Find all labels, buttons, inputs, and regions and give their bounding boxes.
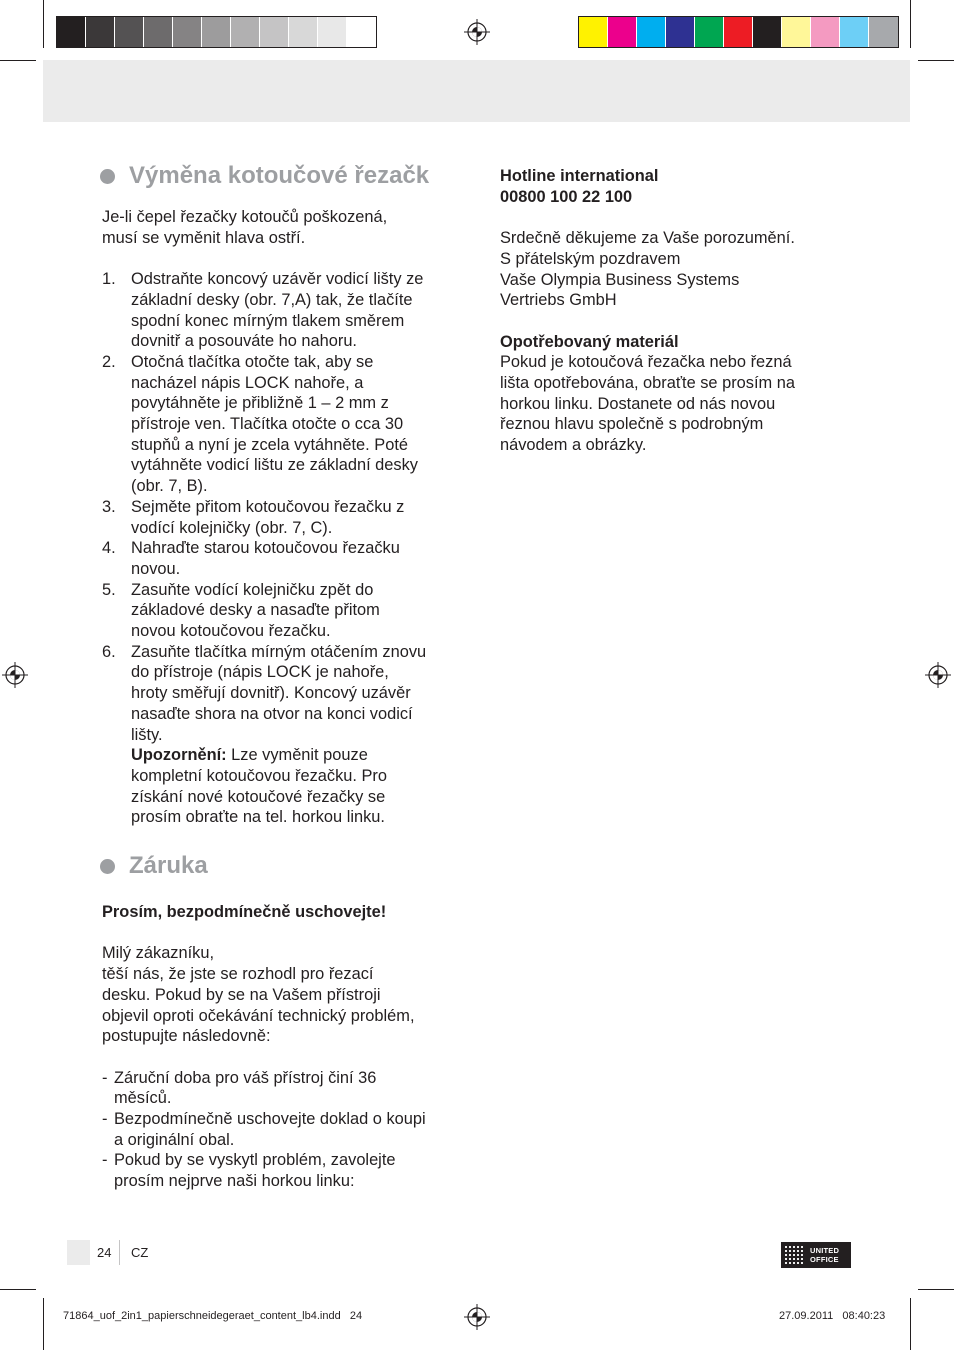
text-line: postupujte následovně: xyxy=(102,1027,271,1046)
customer-letter xyxy=(102,943,462,1047)
registration-mark-icon xyxy=(925,662,951,688)
heading-text: Výměna kotoučové řezačk xyxy=(129,162,430,189)
text-line: kompletní kotoučovou řezačku. Pro xyxy=(131,766,388,785)
color-swatch xyxy=(289,17,318,47)
registration-mark-icon xyxy=(464,19,490,45)
left-column xyxy=(102,162,462,828)
language-code: CZ xyxy=(131,1245,149,1260)
color-swatch xyxy=(637,17,666,47)
color-swatch xyxy=(231,17,260,47)
warranty-list xyxy=(102,1068,462,1192)
text-line: Otočná tlačítka otočte tak, aby se xyxy=(131,352,374,371)
heading-bullet-icon xyxy=(100,169,115,184)
step-number: 1. xyxy=(102,270,116,289)
list-item: - Pokud by se vyskytl problém, zavolejte prosím nejprve naši horkou linku: xyxy=(102,1151,396,1191)
list-item xyxy=(102,580,462,642)
text-line: Bezpodmínečně uschovejte doklad o koupi xyxy=(114,1110,426,1128)
grayscale-color-bar xyxy=(56,16,377,48)
process-color-bar xyxy=(578,16,899,48)
list-item xyxy=(102,352,462,497)
warranty-section xyxy=(102,852,462,1192)
logo-grid-icon xyxy=(784,1245,804,1265)
list-item xyxy=(102,269,462,352)
hotline-number: 00800 100 22 100 xyxy=(500,187,633,206)
text-line: nacházel nápis LOCK nahoře, a xyxy=(131,373,364,392)
note-label: Upozornění: xyxy=(131,746,227,765)
color-swatch xyxy=(260,17,289,47)
text-line: lišty. xyxy=(131,725,163,744)
text-line: Záruční doba pro váš přístroj činí 36 xyxy=(114,1068,377,1087)
text-line: návodem a obrázky. xyxy=(500,436,647,455)
color-swatch xyxy=(318,17,347,47)
text-line: Pokud je kotoučová řezačka nebo řezná xyxy=(500,353,792,372)
crop-mark xyxy=(0,60,36,61)
registration-mark-icon xyxy=(464,1304,490,1330)
text-line: Vertriebs GmbH xyxy=(500,291,617,310)
logo-text: UNITED xyxy=(810,1246,840,1255)
text-line: povytáhněte je přibližně 1 – 2 mm z xyxy=(131,394,389,413)
section-heading-warranty xyxy=(100,852,462,880)
step-number: 3. xyxy=(102,497,116,516)
text-line: těší nás, že jste se rozhodl pro řezací xyxy=(102,965,374,984)
color-swatch xyxy=(173,17,202,47)
text-line: novou kotoučovou řezačku. xyxy=(131,622,331,641)
text-line: Nahraďte starou kotoučovou řezačku xyxy=(131,539,400,558)
color-swatch xyxy=(753,17,782,47)
text-line: Pokud by se vyskytl problém, zavolejte xyxy=(114,1151,396,1170)
text-line: získání nové kotoučové řezačky se xyxy=(131,787,386,806)
text-line: lišta opotřebována, obraťte se prosím na xyxy=(500,374,795,392)
color-swatch xyxy=(115,17,144,47)
crop-mark xyxy=(43,1298,44,1350)
color-swatch xyxy=(144,17,173,47)
list-item: - Záruční doba pro váš přístroj činí 36 měsíců. xyxy=(102,1068,377,1108)
list-item: - Bezpodmínečně uschovejte doklad o koupi a originální obal. xyxy=(102,1110,426,1149)
text-line: přístroje ven. Tlačítka otočte o cca 30 xyxy=(131,415,404,434)
text-line: prosím obraťte na tel. horkou linku. xyxy=(131,808,385,827)
text-line: Sejměte přitom kotoučovou řezačku z xyxy=(131,497,405,516)
step-number: 5. xyxy=(102,580,116,599)
header-band xyxy=(43,60,910,122)
text-line: novou. xyxy=(131,559,181,578)
text-line: horkou linku. Dostanete od nás novou xyxy=(500,394,776,413)
text-line: Zasuňte tlačítka mírným otáčením znovu xyxy=(131,642,427,661)
color-swatch xyxy=(782,17,811,47)
page-number: 24 xyxy=(97,1245,112,1260)
footer-divider xyxy=(119,1240,120,1265)
list-item xyxy=(102,538,462,579)
text-line: (obr. 7, B). xyxy=(131,477,208,496)
hotline-title: Hotline international xyxy=(500,167,659,185)
file-info: 71864_uof_2in1_papierschneidegeraet_content_lb4.indd 24 xyxy=(63,1310,363,1322)
text-line: hroty směřují dovnitř). Koncový uzávěr xyxy=(131,684,411,703)
step-number: 4. xyxy=(102,539,116,558)
text-line: vodící kolejničky (obr. 7, C). xyxy=(131,518,333,537)
keep-notice: Prosím, bezpodmínečně uschovejte! xyxy=(102,903,387,921)
color-swatch xyxy=(86,17,115,47)
text-line: vytáhněte vodicí lištu ze základní desky xyxy=(131,456,418,475)
text-line: Zasuňte vodící kolejničku zpět do xyxy=(131,580,374,599)
heading-bullet-icon xyxy=(100,859,115,874)
note-line xyxy=(131,745,462,766)
color-swatch xyxy=(202,17,231,47)
color-swatch xyxy=(347,17,376,47)
section-heading-replacement xyxy=(100,162,462,190)
list-item xyxy=(102,497,462,538)
step-number: 2. xyxy=(102,352,116,371)
text-line: Srdečně děkujeme za Vaše porozumění. xyxy=(500,229,795,248)
right-column xyxy=(500,166,860,456)
text-line: spodní konec mírným tlakem směrem xyxy=(131,311,405,330)
used-material-title: Opotřebovaný materiál xyxy=(500,332,679,351)
text-line: stupňů a nyní je zcela vytáhněte. Poté xyxy=(131,435,409,454)
color-swatch xyxy=(57,17,86,47)
crop-mark xyxy=(910,0,911,48)
text-line: do přístroje (nápis LOCK je nahoře, xyxy=(131,663,389,682)
text-line: Vaše Olympia Business Systems xyxy=(500,270,740,289)
logo-text: OFFICE xyxy=(810,1255,839,1264)
list-item xyxy=(102,642,462,828)
color-swatch xyxy=(579,17,608,47)
text-line: a originální obal. xyxy=(114,1130,235,1149)
text-line: S přátelským pozdravem xyxy=(500,249,681,268)
text-line: základní desky (obr. 7,A) tak, že tlačíte xyxy=(131,290,413,309)
crop-mark xyxy=(0,1289,36,1290)
text-line: řeznou hlavu společně s podrobným xyxy=(500,415,764,434)
color-swatch xyxy=(695,17,724,47)
united-office-logo xyxy=(781,1242,851,1268)
crop-mark xyxy=(918,1289,954,1290)
text-line: Odstraňte koncový uzávěr vodicí lišty ze xyxy=(131,270,424,289)
color-swatch xyxy=(869,17,898,47)
color-swatch xyxy=(840,17,869,47)
text-line: Je-li čepel řezačky kotoučů poškozená, xyxy=(102,208,388,226)
color-swatch xyxy=(724,17,753,47)
crop-mark xyxy=(918,60,954,61)
crop-mark xyxy=(43,0,44,48)
color-swatch xyxy=(608,17,637,47)
steps-list xyxy=(102,269,462,828)
text-line: dovnitř a posouváte ho nahoru. xyxy=(131,332,357,351)
text-line: měsíců. xyxy=(114,1089,172,1108)
note-text: Lze vyměnit pouze xyxy=(226,746,368,765)
color-swatch xyxy=(666,17,695,47)
text-line: základové desky a nasaďte přitom xyxy=(131,601,380,620)
crop-mark xyxy=(910,1298,911,1350)
color-swatch xyxy=(811,17,840,47)
print-date: 27.09.2011 08:40:23 xyxy=(779,1310,886,1322)
page-number-box xyxy=(67,1240,90,1265)
text-line: nasaďte shora na otvor na konci vodicí xyxy=(131,704,413,723)
text-line: musí se vyměnit hlava ostří. xyxy=(102,228,306,247)
text-line: objevil oproti očekávání technický problém, xyxy=(102,1006,415,1025)
text-line: prosím nejprve naši horkou linku: xyxy=(114,1172,355,1191)
registration-mark-icon xyxy=(2,662,28,688)
step-number: 6. xyxy=(102,642,116,661)
text-line: desku. Pokud by se na Vašem přístroji xyxy=(102,985,381,1004)
text-line: Milý zákazníku, xyxy=(102,944,215,963)
heading-text: Záruka xyxy=(129,852,208,879)
intro-paragraph xyxy=(102,207,462,248)
